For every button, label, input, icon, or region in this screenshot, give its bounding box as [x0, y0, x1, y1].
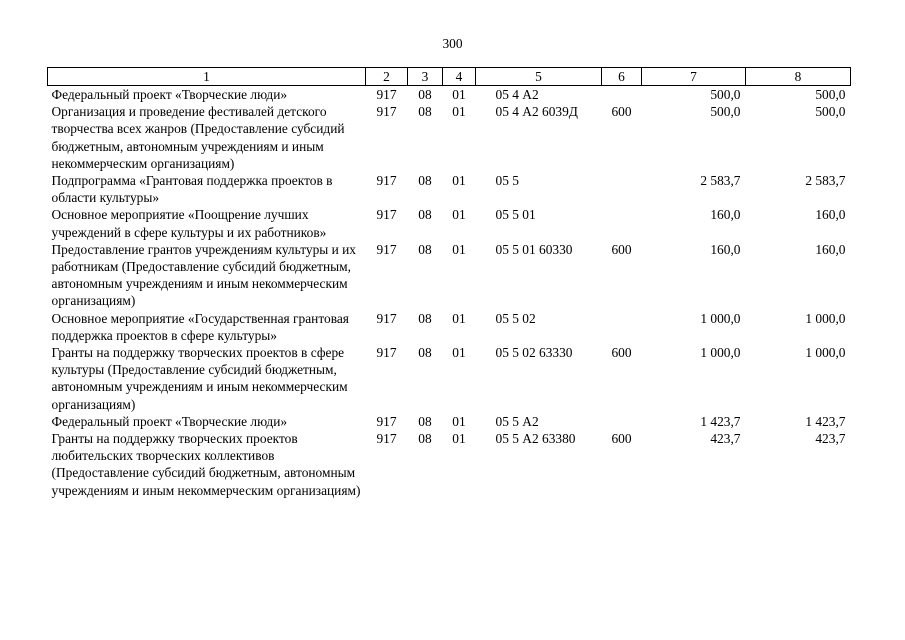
- row-subsection-code: 01: [452, 104, 466, 120]
- row-amount-2: 1 000,0: [805, 345, 846, 361]
- table-row: [48, 206, 851, 240]
- table-row: [48, 86, 851, 104]
- row-amount-2: 160,0: [815, 241, 846, 257]
- table-row: [48, 344, 851, 413]
- table-row: [48, 310, 851, 344]
- row-amount-1: 160,0: [710, 207, 741, 223]
- row-section-code: 08: [418, 104, 432, 120]
- row-ministry-code: 917: [376, 431, 397, 447]
- row-target-code: 05 5 02: [495, 310, 536, 326]
- table-row: [48, 103, 851, 172]
- row-ministry-code: 917: [376, 241, 397, 257]
- row-name: Основное мероприятие «Государственная грантовая поддержка проектов в сфере культуры»: [51, 310, 349, 343]
- header-cell: 3: [408, 68, 443, 86]
- row-amount-1: 1 423,7: [700, 413, 741, 429]
- row-amount-2: 500,0: [815, 104, 846, 120]
- row-expense-type: 600: [611, 345, 632, 361]
- row-ministry-code: 917: [376, 87, 397, 102]
- row-name: Федеральный проект «Творческие люди»: [51, 87, 288, 102]
- row-amount-2: 2 583,7: [805, 173, 846, 189]
- row-amount-2: 500,0: [815, 87, 846, 102]
- row-section-code: 08: [418, 345, 432, 361]
- row-name: Гранты на поддержку творческих проектов в сфере культуры (Предоставление субсидий бюджетным, автономным учреждениям и иным некоммерческим организациям): [51, 345, 348, 412]
- table-row: [48, 413, 851, 430]
- row-amount-1: 500,0: [710, 104, 741, 120]
- row-subsection-code: 01: [452, 431, 466, 447]
- row-target-code: 05 5 А2: [495, 413, 539, 429]
- row-amount-1: 2 583,7: [700, 173, 741, 189]
- row-target-code: 05 5 02 63330: [495, 345, 573, 361]
- row-amount-1: 1 000,0: [700, 310, 741, 326]
- table-row: [48, 172, 851, 206]
- table-row: [48, 241, 851, 310]
- row-expense-type: [602, 413, 642, 430]
- row-expense-type: [602, 172, 642, 206]
- row-subsection-code: 01: [452, 87, 466, 102]
- row-target-code: 05 5 01 60330: [495, 241, 573, 257]
- row-section-code: 08: [418, 241, 432, 257]
- header-cell: 5: [476, 68, 602, 86]
- header-cell: 1: [48, 68, 366, 86]
- row-name: Подпрограмма «Грантовая поддержка проектов в области культуры»: [51, 173, 333, 206]
- header-cell: 7: [642, 68, 746, 86]
- header-row: [48, 68, 851, 86]
- row-amount-1: 423,7: [710, 431, 741, 447]
- row-target-code: 05 5 А2 63380: [495, 431, 576, 447]
- row-amount-2: 1 423,7: [805, 413, 846, 429]
- row-amount-2: 160,0: [815, 207, 846, 223]
- row-amount-1: 1 000,0: [700, 345, 741, 361]
- row-amount-1: 160,0: [710, 241, 741, 257]
- row-ministry-code: 917: [376, 104, 397, 120]
- row-section-code: 08: [418, 413, 432, 429]
- row-ministry-code: 917: [376, 207, 397, 223]
- row-ministry-code: 917: [376, 413, 397, 429]
- row-amount-1: 500,0: [710, 87, 741, 102]
- row-section-code: 08: [418, 173, 432, 189]
- row-expense-type: [602, 310, 642, 344]
- row-target-code: 05 4 А2: [495, 87, 539, 102]
- budget-table: [47, 67, 851, 499]
- row-expense-type: 600: [611, 104, 632, 120]
- row-subsection-code: 01: [452, 310, 466, 326]
- row-name: Предоставление грантов учреждениям культуры и их работникам (Предоставление субсидий бюджетным, автономным учреждениям и иным некоммерческим организациям): [51, 241, 356, 309]
- row-target-code: 05 5 01: [495, 207, 536, 223]
- row-section-code: 08: [418, 310, 432, 326]
- row-expense-type: [602, 86, 642, 104]
- header-cell: 2: [366, 68, 408, 86]
- row-subsection-code: 01: [452, 345, 466, 361]
- page-number: 300: [442, 36, 463, 51]
- row-name: Основное мероприятие «Поощрение лучших учреждений в сфере культуры и их работников»: [51, 207, 327, 240]
- row-subsection-code: 01: [452, 241, 466, 257]
- table-row: [48, 430, 851, 499]
- row-amount-2: 1 000,0: [805, 310, 846, 326]
- row-section-code: 08: [418, 431, 432, 447]
- row-name: Гранты на поддержку творческих проектов любительских творческих коллективов (Предоставление субсидий бюджетным, автономным учреждениям и иным некоммерческим организациям): [51, 431, 361, 498]
- row-expense-type: 600: [611, 241, 632, 257]
- row-target-code: 05 4 А2 6039Д: [495, 104, 578, 120]
- header-cell: 6: [602, 68, 642, 86]
- row-expense-type: [602, 206, 642, 240]
- row-amount-2: 423,7: [815, 431, 846, 447]
- row-ministry-code: 917: [376, 345, 397, 361]
- row-subsection-code: 01: [452, 173, 466, 189]
- row-ministry-code: 917: [376, 173, 397, 189]
- row-name: Федеральный проект «Творческие люди»: [51, 413, 288, 429]
- row-name: Организация и проведение фестивалей детского творчества всех жанров (Предоставление субсидий бюджетным, автономным учреждениям и иным некоммерческим организациям): [51, 104, 345, 171]
- row-subsection-code: 01: [452, 207, 466, 223]
- row-ministry-code: 917: [376, 310, 397, 326]
- row-subsection-code: 01: [452, 413, 466, 429]
- row-target-code: 05 5: [495, 173, 519, 189]
- header-cell: 4: [443, 68, 476, 86]
- row-section-code: 08: [418, 87, 432, 102]
- row-expense-type: 600: [611, 431, 632, 447]
- row-section-code: 08: [418, 207, 432, 223]
- header-cell: 8: [746, 68, 851, 86]
